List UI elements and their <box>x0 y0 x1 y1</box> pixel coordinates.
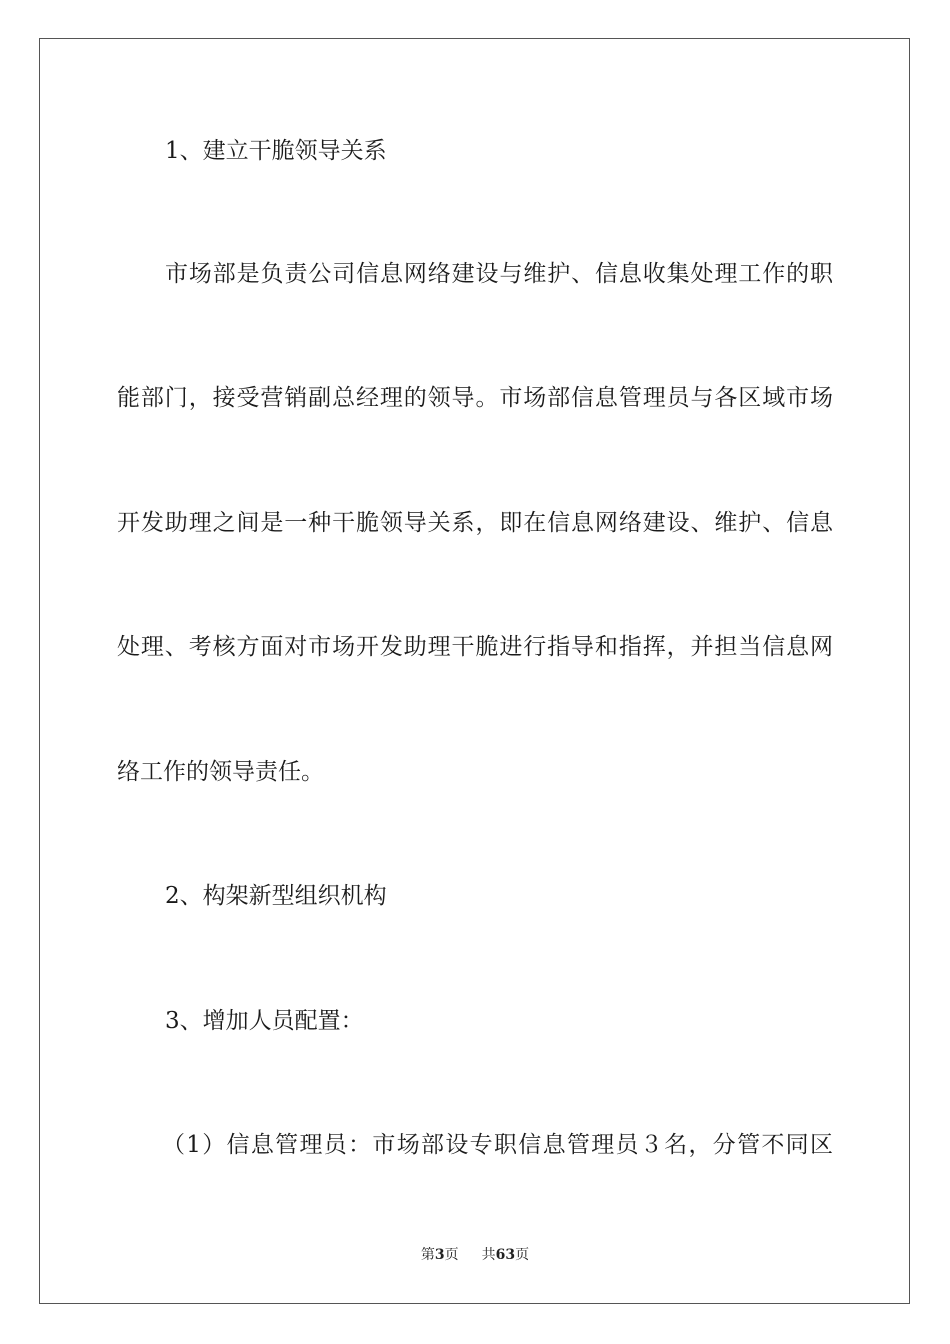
heading-2: 2、构架新型组织机构 <box>165 883 387 909</box>
page-footer <box>0 1246 950 1264</box>
paragraph-1-line-1: 市场部是负责公司信息网络建设与维护、信息收集处理工作的职 <box>165 261 833 287</box>
paragraph-1-line-2: 能部门，接受营销副总经理的领导。市场部信息管理员与各区域市场 <box>117 385 833 411</box>
paragraph-1-line-4: 处理、考核方面对市场开发助理干脆进行指导和指挥，并担当信息网 <box>117 634 833 660</box>
paragraph-1-line-3: 开发助理之间是一种干脆领导关系，即在信息网络建设、维护、信息 <box>117 510 833 536</box>
page-label: 第3页 <box>420 1247 459 1263</box>
total-pages-label: 共63页 <box>481 1247 530 1263</box>
heading-3: 3、增加人员配置： <box>165 1008 364 1034</box>
total-pages: 63 <box>495 1247 516 1263</box>
paragraph-1-line-5: 络工作的领导责任。 <box>117 759 324 785</box>
page-border <box>39 38 910 1304</box>
heading-1: 1、建立干脆领导关系 <box>165 138 387 164</box>
paragraph-2-line-1: （1）信息管理员：市场部设专职信息管理员３名，分管不同区 <box>162 1132 833 1158</box>
page-number: 3 <box>434 1247 445 1263</box>
